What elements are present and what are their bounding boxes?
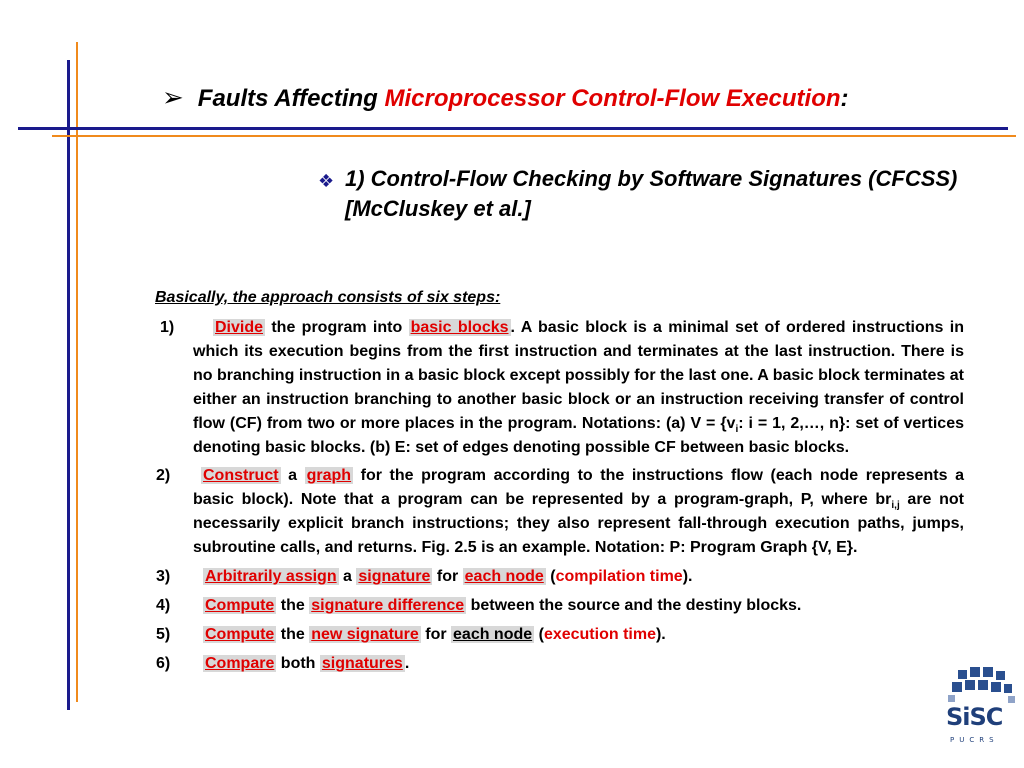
step-text: for xyxy=(420,626,452,643)
step-keyword: Arbitrarily assign xyxy=(205,568,337,585)
step-text: the xyxy=(276,597,310,614)
step-keyword: Compute xyxy=(205,626,275,643)
subtitle xyxy=(318,164,978,224)
step-keyword: each node xyxy=(464,568,544,585)
step-number: 2) xyxy=(156,467,171,484)
step-number: 6) xyxy=(156,655,171,672)
step-body xyxy=(193,565,964,589)
steps-list xyxy=(152,316,964,676)
step-item xyxy=(152,652,964,676)
step-text: for xyxy=(432,568,463,585)
step-text: . A basic block is a minimal set of ordered instructions in which its execution begins from the first instruction and terminates at the last instruction. There is no branching instruction in a basic block except possibly for the last one. A basic block terminates at either an instruction branching to another basic block or an instruction receiving transfer of control flow (CF) from two or more places in the program. Notations: (a) V = {v xyxy=(193,319,964,432)
subscript: i,j xyxy=(891,500,900,512)
title-highlight: Microprocessor Control-Flow Execution xyxy=(384,85,841,112)
step-number: 3) xyxy=(156,568,171,585)
step-text: ). xyxy=(655,626,666,643)
diamond-bullet-icon: ❖ xyxy=(318,171,335,191)
logo-subtext: PUCRS xyxy=(950,736,999,744)
step-keyword: basic blocks xyxy=(410,319,509,336)
subtitle-text: 1) Control-Flow Checking by Software Signatures (CFCSS) [McCluskey et al.] xyxy=(345,166,958,221)
step-text: ( xyxy=(545,568,556,585)
title-prefix: Faults Affecting xyxy=(197,85,385,112)
step-red-text: execution time xyxy=(543,626,656,643)
step-keyword: Compare xyxy=(205,655,275,672)
step-keyword: Divide xyxy=(215,319,264,336)
step-item xyxy=(152,594,964,618)
step-text: a xyxy=(280,467,305,484)
step-text: for the program according to the instructions flow (each node represents a basic block). Note that a program can be represented by a program-graph, P, where br xyxy=(193,467,964,508)
step-text: a xyxy=(338,568,357,585)
step-keyword: graph xyxy=(306,467,352,484)
frame-vertical-orange xyxy=(76,42,78,702)
step-body xyxy=(193,652,964,676)
step-keyword: new signature xyxy=(311,626,419,643)
arrow-bullet-icon: ➢ xyxy=(162,82,184,112)
step-body xyxy=(193,623,964,647)
step-text: ). xyxy=(682,568,693,585)
step-keyword: Construct xyxy=(203,467,279,484)
step-item xyxy=(152,623,964,647)
step-text: both xyxy=(276,655,320,672)
step-text: ( xyxy=(534,626,544,643)
intro-heading: Basically, the approach consists of six steps: xyxy=(155,289,501,306)
subscript: i xyxy=(735,424,739,436)
step-keyword: signature xyxy=(358,568,431,585)
step-text: between the source and the destiny blocks. xyxy=(466,597,802,614)
step-item xyxy=(152,316,964,460)
step-item xyxy=(152,565,964,589)
slide-title xyxy=(162,82,1002,113)
step-body xyxy=(193,316,964,460)
step-keyword: Compute xyxy=(205,597,275,614)
step-number: 1) xyxy=(160,319,175,336)
step-item xyxy=(152,464,964,560)
step-text: . xyxy=(404,655,410,672)
step-text: the program into xyxy=(265,319,409,336)
step-red-text: compilation time xyxy=(555,568,683,585)
step-text: are not necessarily explicit branch instructions; they also represent fall-through execution paths, jumps, subroutine calls, and returns. Fig. 2.5 is an example. Notation: P: Program Graph {V, E}. xyxy=(193,491,964,556)
step-keyword: signatures xyxy=(321,655,403,672)
step-text: the xyxy=(276,626,310,643)
step-keyword: signature difference xyxy=(311,597,465,614)
frame-horizontal-navy xyxy=(18,127,1008,130)
title-suffix: : xyxy=(840,85,849,112)
frame-horizontal-orange xyxy=(52,135,1016,137)
step-body xyxy=(193,594,964,618)
step-body xyxy=(193,464,964,560)
frame-vertical-navy xyxy=(67,60,70,710)
step-text: : i = 1, 2,…, n}: set of vertices denoting basic blocks. (b) E: set of edges denoting possible CF between basic blocks. xyxy=(193,415,965,456)
step-number: 5) xyxy=(156,626,171,643)
logo-text: SiSC xyxy=(946,703,1003,731)
step-keyword: each node xyxy=(453,626,533,643)
step-number: 4) xyxy=(156,597,171,614)
